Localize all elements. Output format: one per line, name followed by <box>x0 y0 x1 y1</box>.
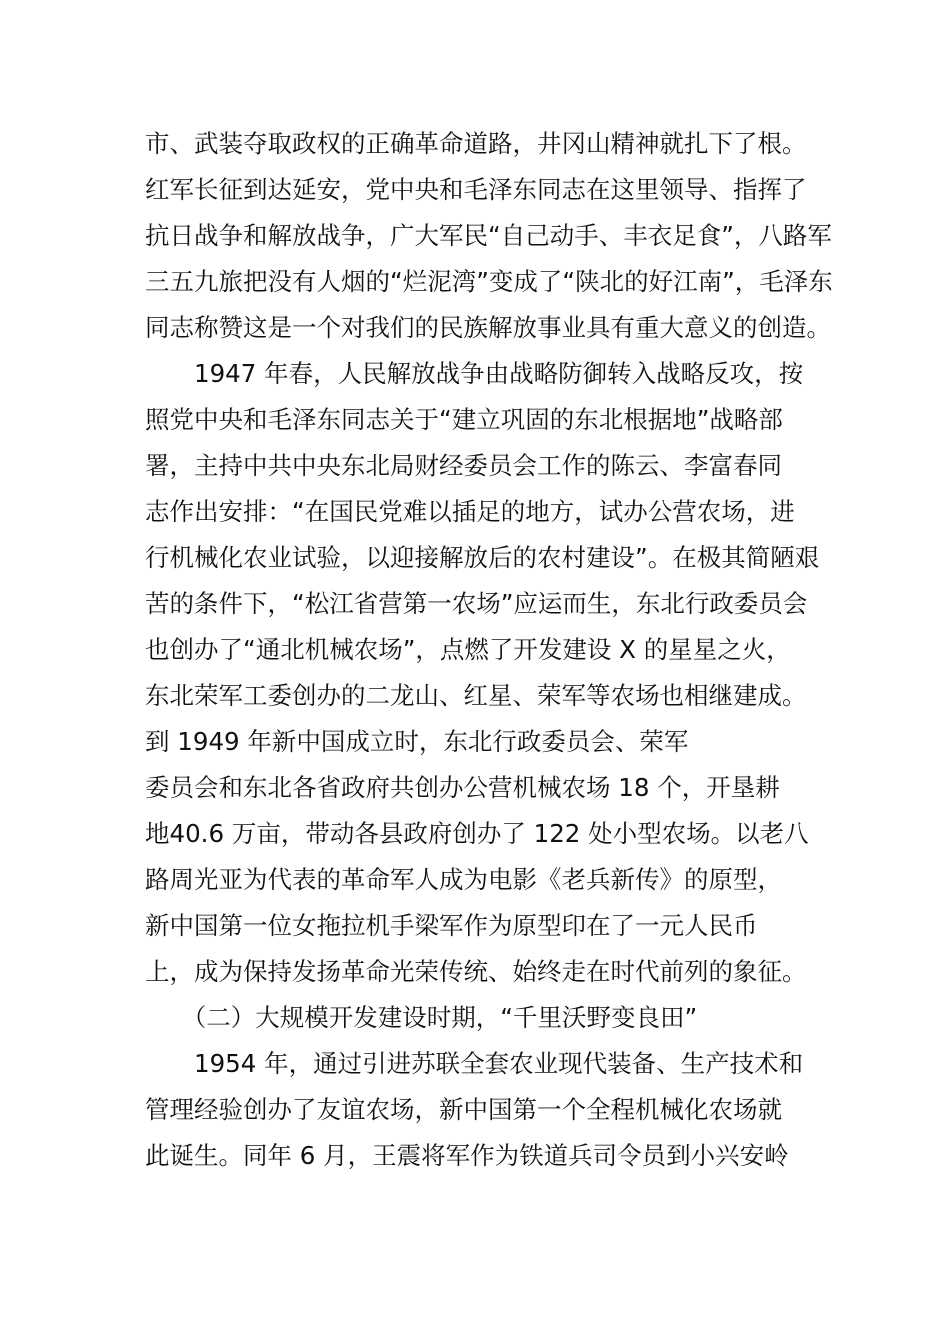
text-line-8: 署，主持中共中央东北局财经委员会工作的陈云、李富春同 <box>145 451 782 480</box>
text-line-17: 路周光亚为代表的革命军人成为电影《老兵新传》的原型， <box>145 865 782 894</box>
text-line-18: 新中国第一位女拖拉机手梁军作为原型印在了一元人民币 <box>145 911 758 940</box>
text-line-14: 到 1949 年新中国成立时，东北行政委员会、荣军 <box>145 727 689 756</box>
text-line-2: 红军长征到达延安，党中央和毛泽东同志在这里领导、指挥了 <box>145 175 807 204</box>
text-line-12: 也创办了“通北机械农场”，点燃了开发建设 X 的星星之火， <box>145 635 791 664</box>
text-line-6: 1947 年春，人民解放战争由战略防御转入战略反攻，按 <box>145 359 804 388</box>
text-line-21: 1954 年，通过引进苏联全套农业现代装备、生产技术和 <box>145 1049 804 1078</box>
text-line-19: 上，成为保持发扬革命光荣传统、始终走在时代前列的象征。 <box>145 957 807 986</box>
text-line-16: 地40.6 万亩，带动各县政府创办了 122 处小型农场。以老八 <box>145 819 809 848</box>
text-line-4: 三五九旅把没有人烟的“烂泥湾”变成了“陕北的好江南”，毛泽东 <box>145 267 833 296</box>
text-line-11: 苦的条件下，“松江省营第一农场”应运而生，东北行政委员会 <box>145 589 808 618</box>
text-line-13: 东北荣军工委创办的二龙山、红星、荣军等农场也相继建成。 <box>145 681 807 710</box>
text-line-22: 管理经验创办了友谊农场，新中国第一个全程机械化农场就 <box>145 1095 782 1124</box>
text-line-5: 同志称赞这是一个对我们的民族解放事业具有重大意义的创造。 <box>145 313 831 342</box>
section-heading: （二）大规模开发建设时期，“千里沃野变良田” <box>145 1003 698 1032</box>
text-line-3: 抗日战争和解放战争，广大军民“自己动手、丰衣足食”，八路军 <box>145 221 832 250</box>
text-line-23: 此诞生。同年 6 月，王震将军作为铁道兵司令员到小兴安岭 <box>145 1141 789 1170</box>
text-line-9: 志作出安排：“在国民党难以插足的地方，试办公营农场，进 <box>145 497 795 526</box>
text-line-1: 市、武装夺取政权的正确革命道路，井冈山精神就扎下了根。 <box>145 129 807 158</box>
text-line-10: 行机械化农业试验，以迎接解放后的农村建设”。在极其简陋艰 <box>145 543 820 572</box>
text-line-7: 照党中央和毛泽东同志关于“建立巩固的东北根据地”战略部 <box>145 405 783 434</box>
text-line-15: 委员会和东北各省政府共创办公营机械农场 18 个，开垦耕 <box>145 773 780 802</box>
